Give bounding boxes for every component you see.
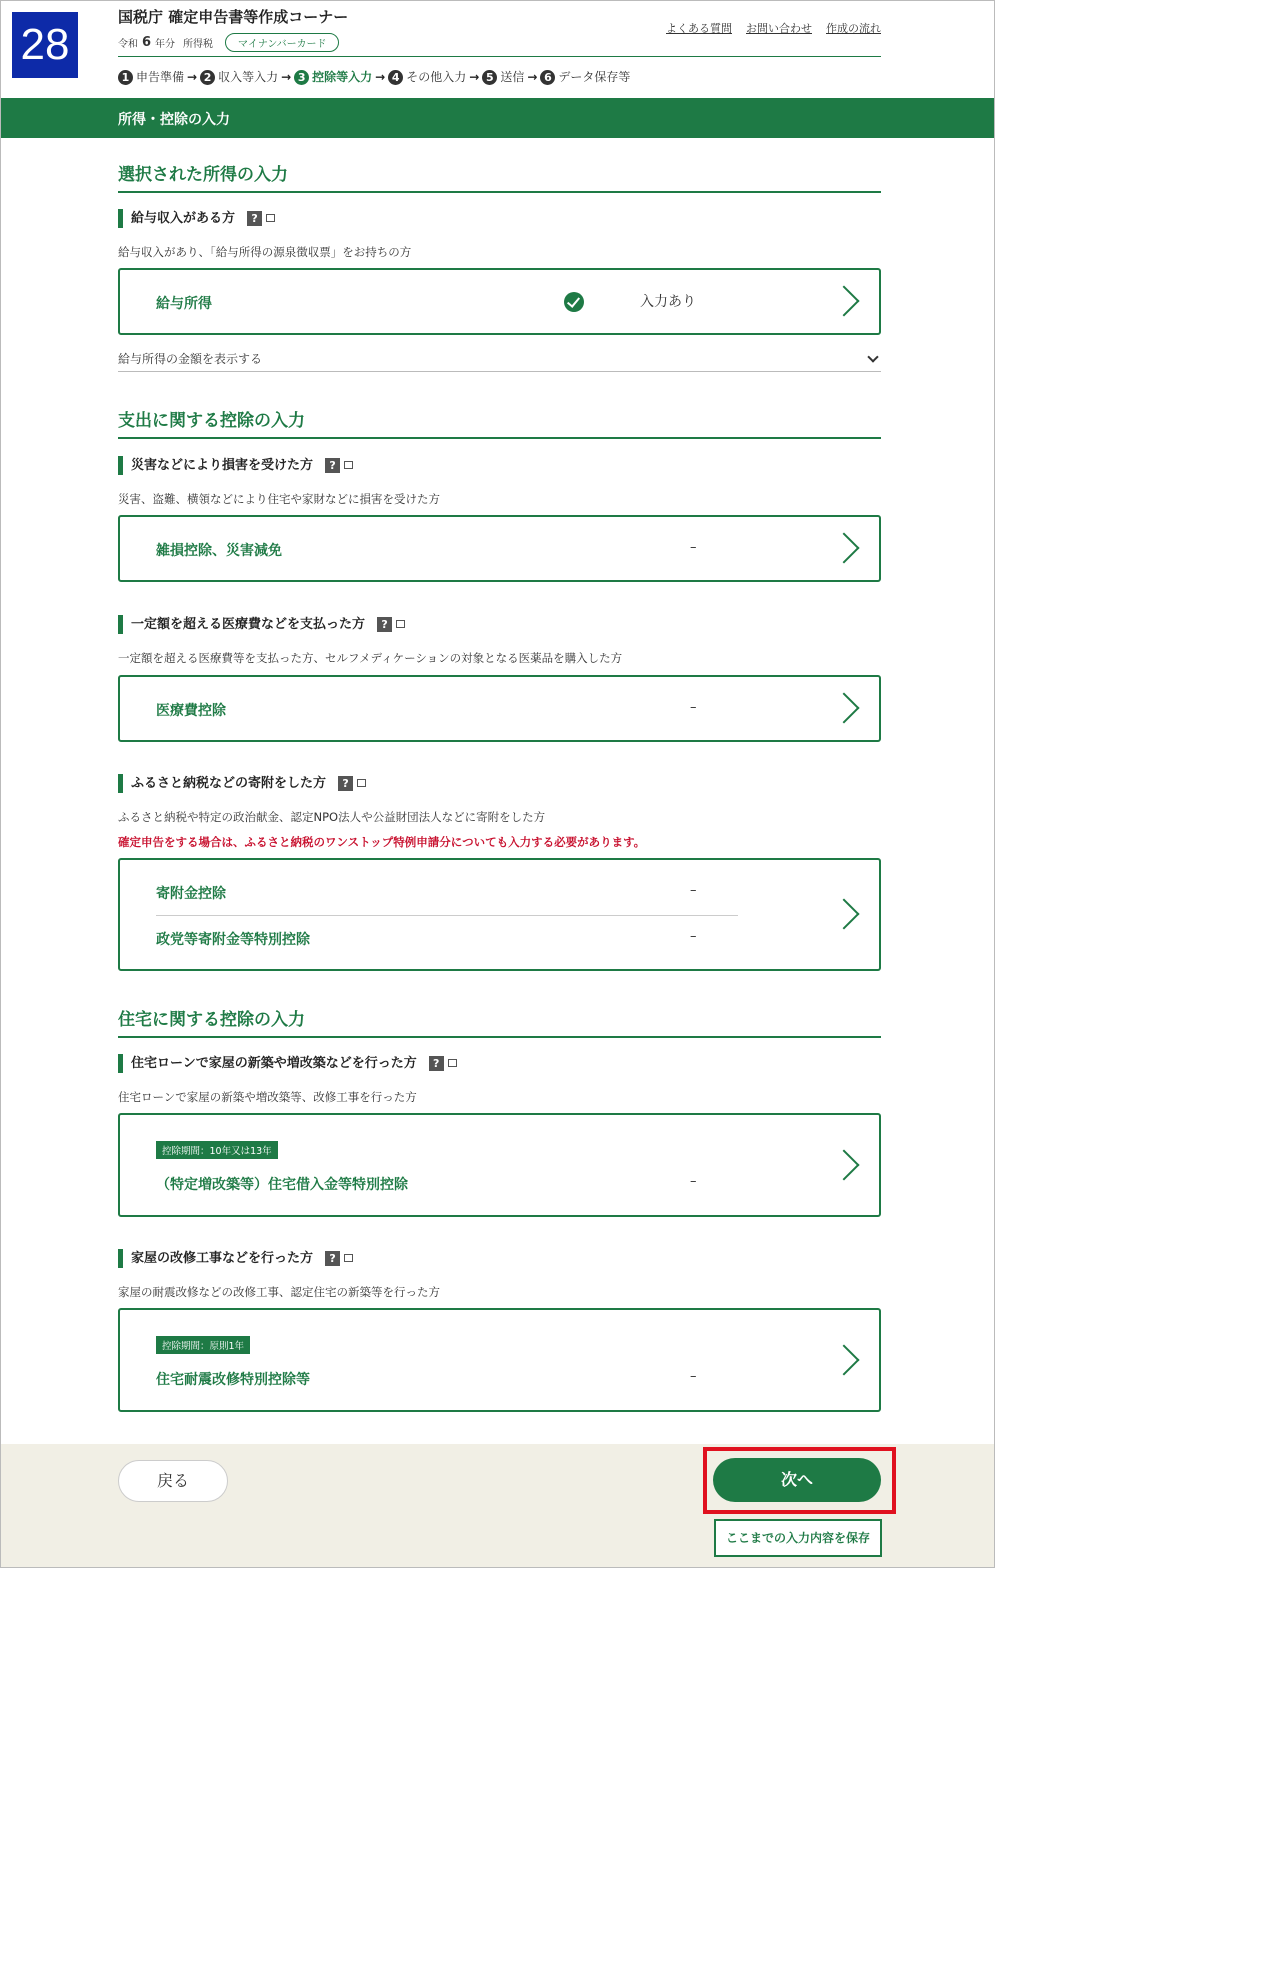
card-value-donation: – xyxy=(690,883,697,898)
salary-income-card[interactable] xyxy=(118,268,881,335)
arrow-right-icon: → xyxy=(527,69,538,84)
app-title: 国税庁 確定申告書等作成コーナー xyxy=(118,8,349,26)
band-title: 所得・控除の入力 xyxy=(118,112,230,128)
check-circle-icon xyxy=(564,292,584,312)
deduction-period-tag: 控除期間：原則1年 xyxy=(156,1336,250,1354)
contact-link[interactable]: お問い合わせ xyxy=(746,22,812,35)
medical-description: 一定額を超える医療費等を支払った方、セルフメディケーションの対象となる医薬品を購入した方 xyxy=(118,651,623,665)
year-info xyxy=(118,33,339,52)
progress-steps xyxy=(118,68,630,85)
donation-card[interactable] xyxy=(118,858,881,971)
help-icon[interactable]: ? xyxy=(325,1251,340,1266)
next-button[interactable]: 次へ xyxy=(713,1458,881,1502)
new-window-icon[interactable] xyxy=(266,214,275,222)
year-value: 6 xyxy=(142,35,152,50)
back-button[interactable]: 戻る xyxy=(118,1460,228,1502)
chevron-down-icon xyxy=(867,351,878,362)
card-value: – xyxy=(690,700,697,715)
chevron-right-icon xyxy=(828,285,859,316)
card-label: 給与所得 xyxy=(156,296,212,312)
step-1: 1 申告準備 xyxy=(118,68,184,85)
subheading-home-loan: 住宅ローンで家屋の新築や増改築などを行った方 ? xyxy=(118,1054,457,1073)
chevron-right-icon xyxy=(828,898,859,929)
flow-link[interactable]: 作成の流れ xyxy=(826,22,881,35)
card-label: 雑損控除、災害減免 xyxy=(156,543,282,559)
arrow-right-icon: → xyxy=(281,69,292,84)
chevron-right-icon xyxy=(828,532,859,563)
donation-warning: 確定申告をする場合は、ふるさと納税のワンストップ特例申請分についても入力する必要があります。 xyxy=(118,835,646,849)
deduction-period-tag: 控除期間：10年又は13年 xyxy=(156,1141,278,1159)
section-band xyxy=(1,98,994,138)
section-heading-housing-deductions: 住宅に関する控除の入力 xyxy=(118,1005,881,1038)
chevron-right-icon xyxy=(828,1149,859,1180)
header-divider xyxy=(118,56,881,57)
auth-method-badge: マイナンバーカード xyxy=(225,33,339,52)
new-window-icon[interactable] xyxy=(448,1059,457,1067)
screen-number-badge: 28 xyxy=(12,12,78,78)
chevron-right-icon xyxy=(828,1344,859,1375)
card-label-political: 政党等寄附金等特別控除 xyxy=(156,932,310,948)
home-loan-description: 住宅ローンで家屋の新築や増改築等、改修工事を行った方 xyxy=(118,1090,417,1104)
arrow-right-icon: → xyxy=(187,69,198,84)
new-window-icon[interactable] xyxy=(357,779,366,787)
arrow-right-icon: → xyxy=(375,69,386,84)
disaster-description: 災害、盗難、横領などにより住宅や家財などに損害を受けた方 xyxy=(118,492,440,506)
salary-description: 給与収入があり、「給与所得の源泉徴収票」をお持ちの方 xyxy=(118,245,412,259)
renovation-description: 家屋の耐震改修などの改修工事、認定住宅の新築等を行った方 xyxy=(118,1285,440,1299)
salary-amount-toggle[interactable]: 給与所得の金額を表示する xyxy=(118,350,881,372)
renovation-card[interactable] xyxy=(118,1308,881,1412)
input-status: 入力あり xyxy=(640,294,696,310)
year-suffix: 年分 xyxy=(155,39,176,50)
faq-link[interactable]: よくある質問 xyxy=(666,22,732,35)
card-value: – xyxy=(690,540,697,555)
help-icon[interactable]: ? xyxy=(338,776,353,791)
help-icon[interactable]: ? xyxy=(325,458,340,473)
new-window-icon[interactable] xyxy=(344,1254,353,1262)
step-6: 6 データ保存等 xyxy=(540,68,630,85)
card-value: – xyxy=(690,1174,697,1189)
save-progress-button[interactable]: ここまでの入力内容を保存 xyxy=(714,1519,882,1557)
card-label: 医療費控除 xyxy=(156,703,226,719)
help-icon[interactable]: ? xyxy=(247,211,262,226)
step-4: 4 その他入力 xyxy=(388,68,466,85)
card-label: 住宅耐震改修特別控除等 xyxy=(156,1372,310,1388)
subheading-donation: ふるさと納税などの寄附をした方 ? xyxy=(118,774,366,793)
card-value: – xyxy=(690,1369,697,1384)
new-window-icon[interactable] xyxy=(396,620,405,628)
tax-type: 所得税 xyxy=(183,39,214,50)
medical-expense-card[interactable] xyxy=(118,675,881,742)
header-links xyxy=(666,20,881,36)
help-icon[interactable]: ? xyxy=(429,1056,444,1071)
footer-bar xyxy=(1,1444,994,1567)
subheading-renovation: 家屋の改修工事などを行った方 ? xyxy=(118,1249,353,1268)
card-value-political: – xyxy=(690,929,697,944)
step-5: 5 送信 xyxy=(482,68,524,85)
casualty-loss-card[interactable] xyxy=(118,515,881,582)
step-3-current: 3 控除等入力 xyxy=(294,68,372,85)
section-heading-selected-income: 選択された所得の入力 xyxy=(118,160,881,193)
card-divider xyxy=(156,915,738,916)
chevron-right-icon xyxy=(828,692,859,723)
new-window-icon[interactable] xyxy=(344,461,353,469)
step-2: 2 収入等入力 xyxy=(200,68,278,85)
card-label-donation: 寄附金控除 xyxy=(156,886,226,902)
help-icon[interactable]: ? xyxy=(377,617,392,632)
card-label: （特定増改築等）住宅借入金等特別控除 xyxy=(156,1177,408,1193)
era-label: 令和 xyxy=(118,39,138,50)
subheading-salary: 給与収入がある方 ? xyxy=(118,209,275,228)
arrow-right-icon: → xyxy=(469,69,480,84)
section-heading-expense-deductions: 支出に関する控除の入力 xyxy=(118,406,881,439)
subheading-disaster: 災害などにより損害を受けた方 ? xyxy=(118,456,353,475)
subheading-medical: 一定額を超える医療費などを支払った方 ? xyxy=(118,615,405,634)
donation-description: ふるさと納税や特定の政治献金、認定NPO法人や公益財団法人などに寄附をした方 xyxy=(118,810,546,824)
home-loan-card[interactable] xyxy=(118,1113,881,1217)
